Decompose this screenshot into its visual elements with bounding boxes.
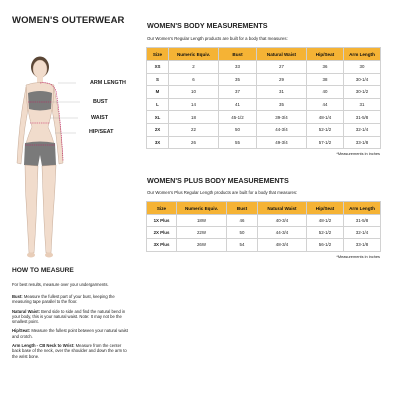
col-header-natural-waist: Natural Waist	[258, 202, 307, 215]
table-row	[147, 123, 381, 136]
table-cell: 22W	[177, 227, 227, 239]
table-cell: 22	[169, 123, 219, 136]
size-cell: 3X Plus	[147, 239, 177, 251]
col-header-numeric-equiv: Numeric Equiv.	[169, 48, 219, 61]
table-cell: 54	[227, 239, 258, 251]
how-to-measure-title: HOW TO MEASURE	[12, 267, 74, 274]
body-figure	[8, 45, 138, 265]
size-cell: S	[147, 73, 169, 86]
waist-label: WAIST	[91, 115, 109, 121]
col-header-bust: Bust	[219, 48, 257, 61]
table-cell: 2	[169, 61, 219, 74]
table-cell: 31-5/8	[344, 111, 381, 124]
table-cell: 46	[227, 215, 258, 227]
table-cell: 6	[169, 73, 219, 86]
table-cell: 41	[219, 98, 257, 111]
body-figure-illustration	[8, 45, 138, 265]
table-cell: 40	[307, 86, 344, 99]
table-cell: 50	[227, 227, 258, 239]
size-cell: 2X	[147, 123, 169, 136]
table-cell: 31	[257, 86, 307, 99]
col-header-size: Size	[147, 48, 169, 61]
col-header-arm-length: Arm Length	[344, 202, 381, 215]
table-row	[147, 227, 381, 239]
col-header-bust: Bust	[227, 202, 258, 215]
how-item-bust: Bust: Measure the fullest part of your bust, keeping the measuring tape parallel to the floor.	[12, 294, 115, 305]
table-cell: 44-3/4	[258, 227, 307, 239]
table-cell: 33	[219, 61, 257, 74]
table-cell: 52-1/2	[307, 227, 344, 239]
table-cell: 40-3/4	[258, 215, 307, 227]
table-cell: 57-1/2	[307, 136, 344, 149]
table-cell: 35	[219, 73, 257, 86]
table-cell: 33-1/8	[344, 239, 381, 251]
table-cell: 33-1/8	[344, 136, 381, 149]
table-row	[147, 86, 381, 99]
how-item-hip-seat: Hip/Seat: Measure the fullest point between your natural waist and crotch.	[12, 328, 128, 339]
plus-size-table	[146, 201, 381, 252]
size-cell: 2X Plus	[147, 227, 177, 239]
regular-section-title: WOMEN'S BODY MEASUREMENTS	[147, 21, 268, 30]
col-header-arm-length: Arm Length	[344, 48, 381, 61]
table-cell: 48-1/4	[307, 111, 344, 124]
how-to-measure-intro: For best results, measure over your undergarments.	[12, 282, 109, 287]
table-cell: 39-3/4	[257, 111, 307, 124]
table-row	[147, 98, 381, 111]
regular-table-header-row	[147, 48, 381, 61]
table-cell: 45-1/2	[219, 111, 257, 124]
col-header-size: Size	[147, 202, 177, 215]
size-cell: 3X	[147, 136, 169, 149]
size-cell: XS	[147, 61, 169, 74]
table-cell: 44-3/4	[257, 123, 307, 136]
hip-seat-label: HIP/SEAT	[89, 129, 114, 135]
table-cell: 36	[307, 61, 344, 74]
left-panel	[0, 0, 135, 400]
table-row	[147, 215, 381, 227]
table-cell: 55	[219, 136, 257, 149]
table-cell: 48-1/2	[307, 215, 344, 227]
regular-measurement-note: *Measurements in inches	[336, 151, 380, 156]
size-cell: XL	[147, 111, 169, 124]
bust-label: BUST	[93, 99, 108, 105]
table-cell: 26	[169, 136, 219, 149]
table-cell: 37	[219, 86, 257, 99]
arm-length-label: ARM LENGTH	[90, 80, 126, 86]
table-row	[147, 73, 381, 86]
table-cell: 31-5/8	[344, 215, 381, 227]
how-to-measure-list	[12, 294, 130, 363]
plus-section-description: Our Women's Plus Regular Length products are built for a body that measures:	[147, 190, 298, 195]
table-cell: 32-1/4	[344, 227, 381, 239]
size-cell: M	[147, 86, 169, 99]
table-cell: 52-1/2	[307, 123, 344, 136]
table-cell: 14	[169, 98, 219, 111]
table-cell: 30	[344, 61, 381, 74]
table-cell: 48-3/4	[258, 239, 307, 251]
table-cell: 35	[257, 98, 307, 111]
table-cell: 32-1/4	[344, 123, 381, 136]
page-title: WOMEN'S OUTERWEAR	[12, 15, 125, 26]
regular-size-table	[146, 47, 381, 149]
col-header-hip-seat: Hip/Seat	[307, 48, 344, 61]
table-cell: 29	[257, 73, 307, 86]
table-row	[147, 61, 381, 74]
table-cell: 18	[169, 111, 219, 124]
size-cell: 1X Plus	[147, 215, 177, 227]
table-cell: 26W	[177, 239, 227, 251]
col-header-natural-waist: Natural Waist	[257, 48, 307, 61]
col-header-numeric-equiv: Numeric Equiv.	[177, 202, 227, 215]
size-cell: L	[147, 98, 169, 111]
table-cell: 30-1/2	[344, 86, 381, 99]
regular-section-description: Our Women's Regular Length products are built for a body that measures:	[147, 36, 288, 41]
table-cell: 31	[344, 98, 381, 111]
table-row	[147, 111, 381, 124]
how-item-arm-length: Arm Length - CB Neck to Wrist: Measure from the center back base of the neck, over the shoulder and down the arm to the wrist bone.	[12, 343, 127, 359]
table-row	[147, 136, 381, 149]
plus-measurement-note: *Measurements in inches	[336, 254, 380, 259]
col-header-hip-seat: Hip/Seat	[307, 202, 344, 215]
table-cell: 10	[169, 86, 219, 99]
table-cell: 18W	[177, 215, 227, 227]
table-cell: 38	[307, 73, 344, 86]
how-item-natural-waist: Natural Waist: Bend side to side and find the natural bend in your body, this is your natural waist. Note: It may not be the smallest point.	[12, 308, 126, 325]
table-cell: 49-3/4	[257, 136, 307, 149]
table-cell: 27	[257, 61, 307, 74]
table-row	[147, 239, 381, 251]
table-cell: 30-1/4	[344, 73, 381, 86]
plus-section-title: WOMEN'S PLUS BODY MEASUREMENTS	[147, 176, 289, 185]
table-cell: 44	[307, 98, 344, 111]
plus-table-header-row	[147, 202, 381, 215]
table-cell: 50	[219, 123, 257, 136]
table-cell: 56-1/2	[307, 239, 344, 251]
